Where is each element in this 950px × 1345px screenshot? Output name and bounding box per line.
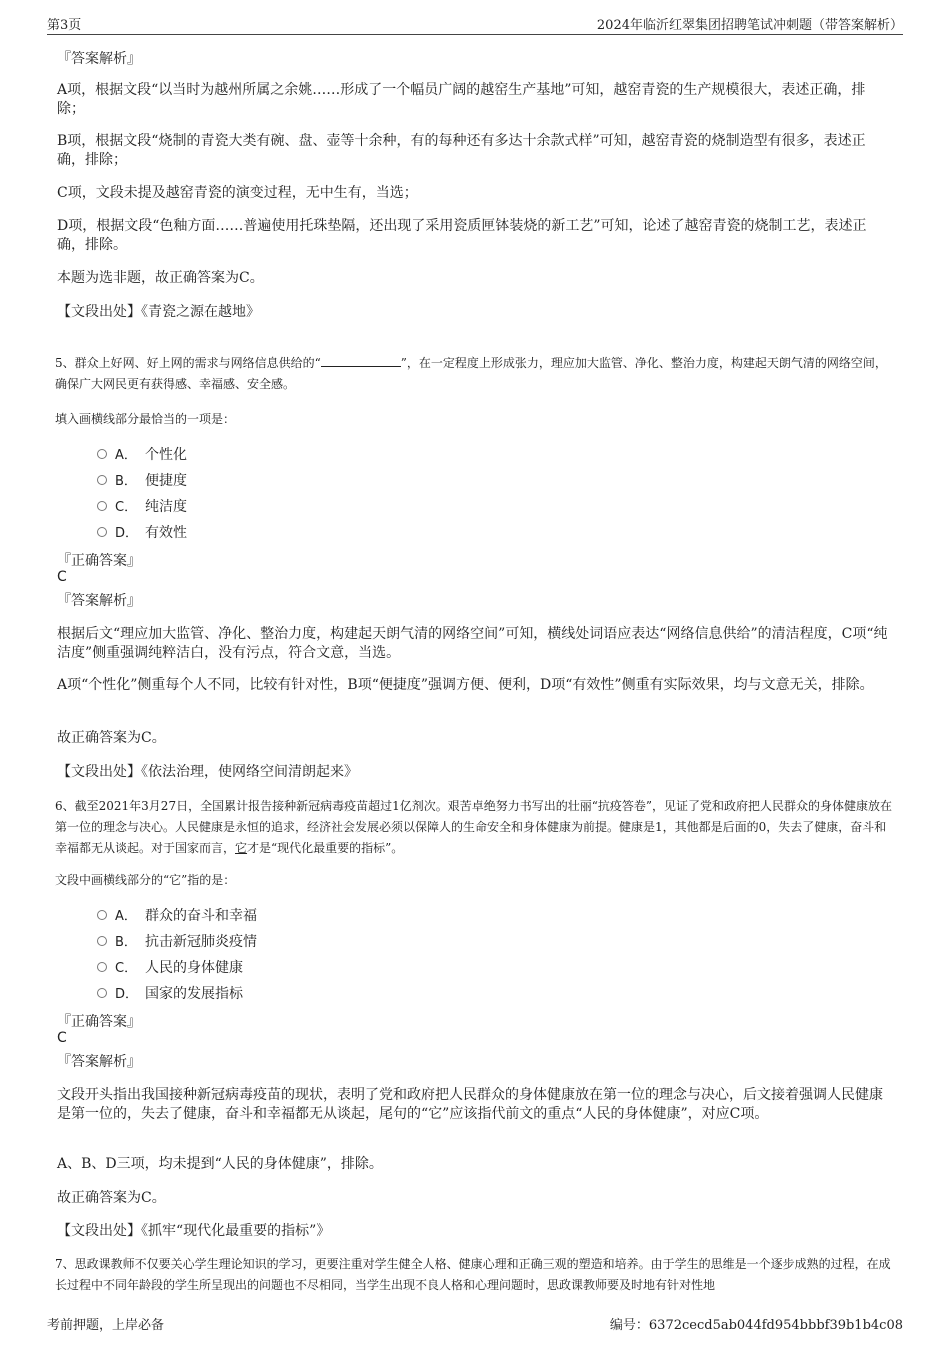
q5-answer: C xyxy=(57,569,67,585)
q4-analysis-label: 『答案解析』 xyxy=(57,51,141,67)
q7-stem: 7、思政课教师不仅要关心学生理论知识的学习，更要注重对学生健全人格、健康心理和正确三观的塑造和培养。由于学生的思维是一个逐步成熟的过程，在成长过程中不同年龄段的学生所呈现出的问题也不尽相同，当学生出现不良人格和心理问题时，思政课教师要及时地有针对性地 xyxy=(55,1257,891,1292)
q4-analysis-conclusion: 本题为选非题，故正确答案为C。 xyxy=(57,270,264,286)
radio-icon[interactable] xyxy=(97,527,107,537)
radio-icon[interactable] xyxy=(97,910,107,920)
q5-answer-label: 『正确答案』 xyxy=(57,553,141,569)
q5-analysis-label: 『答案解析』 xyxy=(57,593,141,609)
radio-icon[interactable] xyxy=(97,988,107,998)
footer-slogan: 考前押题，上岸必备 xyxy=(47,1318,165,1333)
radio-icon[interactable] xyxy=(97,475,107,485)
document-id: 编号：6372cecd5ab044fd954bbbf39b1b4c08 xyxy=(609,1318,903,1333)
q5-blank xyxy=(321,354,401,367)
radio-icon[interactable] xyxy=(97,936,107,946)
q6-analysis-p2: A、B、D三项，均未提到“人民的身体健康”，排除。 xyxy=(57,1156,383,1172)
radio-icon[interactable] xyxy=(97,962,107,972)
q5-source: 【文段出处】《依法治理，使网络空间清朗起来》 xyxy=(57,764,358,780)
q4-analysis-p3: C项，文段未提及越窑青瓷的演变过程，无中生有，当选； xyxy=(57,185,418,201)
q6-prompt: 文段中画横线部分的“它”指的是： xyxy=(55,873,236,887)
q6-analysis-label: 『答案解析』 xyxy=(57,1054,141,1070)
q5-analysis-p1: 根据后文“理应加大监管、净化、整治力度，构建起天朗气清的网络空间”可知，横线处词语应表达“网络信息供给”的清洁程度，C项“纯洁度”侧重强调纯粹洁白，没有污点，符合文意，当选。 xyxy=(57,626,888,661)
q6-analysis-conclusion: 故正确答案为C。 xyxy=(57,1190,166,1206)
q5-stem: 5、群众上好网、好上网的需求与网络信息供给的“ ”，在一定程度上形成张力，理应加大监管、净化、整治力度，构建起天朗气清的网络空间，确保广大网民更有获得感、幸福感、安全感。 xyxy=(55,356,887,391)
document-title: 2024年临沂红翠集团招聘笔试冲刺题（带答案解析） xyxy=(596,18,903,33)
q5-prompt: 填入画横线部分最恰当的一项是： xyxy=(55,412,236,426)
q5-analysis-p2: A项“个性化”侧重每个人不同，比较有针对性，B项“便捷度”强调方便、便利，D项“有效性”侧重有实际效果，均与文意无关，排除。 xyxy=(57,677,874,693)
radio-icon[interactable] xyxy=(97,501,107,511)
page-number: 第3页 xyxy=(47,18,82,33)
page-header xyxy=(47,14,903,35)
q6-analysis-p1: 文段开头指出我国接种新冠病毒疫苗的现状，表明了党和政府把人民群众的身体健康放在第一位的理念与决心，后文接着强调人民健康是第一位的，失去了健康，奋斗和幸福都无从谈起，尾句的“它”应该指代前文的重点“人民的身体健康”，对应C项。 xyxy=(57,1087,883,1122)
q6-source: 【文段出处】《抓牢“现代化最重要的指标”》 xyxy=(57,1223,331,1239)
q6-stem: 6、截至2021年3月27日，全国累计报告接种新冠病毒疫苗超过1亿剂次。艰苦卓绝努力书写出的壮丽“抗疫答卷”，见证了党和政府把人民群众的身体健康放在第一位的理念与决心。人民健康是永恒的追求，经济社会发展必须以保障人的生命安全和身体健康为前提。健康是1，其他都是后面的0，失去了健康，奋斗和幸福都无从谈起。对于国家而言，它才是“现代化最重要的指标”。 xyxy=(55,799,892,855)
q6-underlined-word: 它 xyxy=(235,841,248,855)
q4-source: 【文段出处】《青瓷之源在越地》 xyxy=(57,304,260,320)
q4-analysis-p1: A项，根据文段“以当时为越州所属之余姚……形成了一个幅员广阔的越窑生产基地”可知，越窑青瓷的生产规模很大，表述正确，排除； xyxy=(57,82,866,117)
q6-answer-label: 『正确答案』 xyxy=(57,1014,141,1030)
radio-icon[interactable] xyxy=(97,449,107,459)
q6-answer: C xyxy=(57,1030,67,1046)
q5-analysis-conclusion: 故正确答案为C。 xyxy=(57,730,166,746)
q4-analysis-p4: D项，根据文段“色釉方面……普遍使用托珠垫隔，还出现了采用瓷质匣钵装烧的新工艺”可知，论述了越窑青瓷的烧制工艺，表述正确，排除。 xyxy=(57,218,867,253)
q4-analysis-p2: B项，根据文段“烧制的青瓷大类有碗、盘、壶等十余种，有的每种还有多达十余款式样”可知，越窑青瓷的烧制造型有很多，表述正确，排除； xyxy=(57,133,866,168)
